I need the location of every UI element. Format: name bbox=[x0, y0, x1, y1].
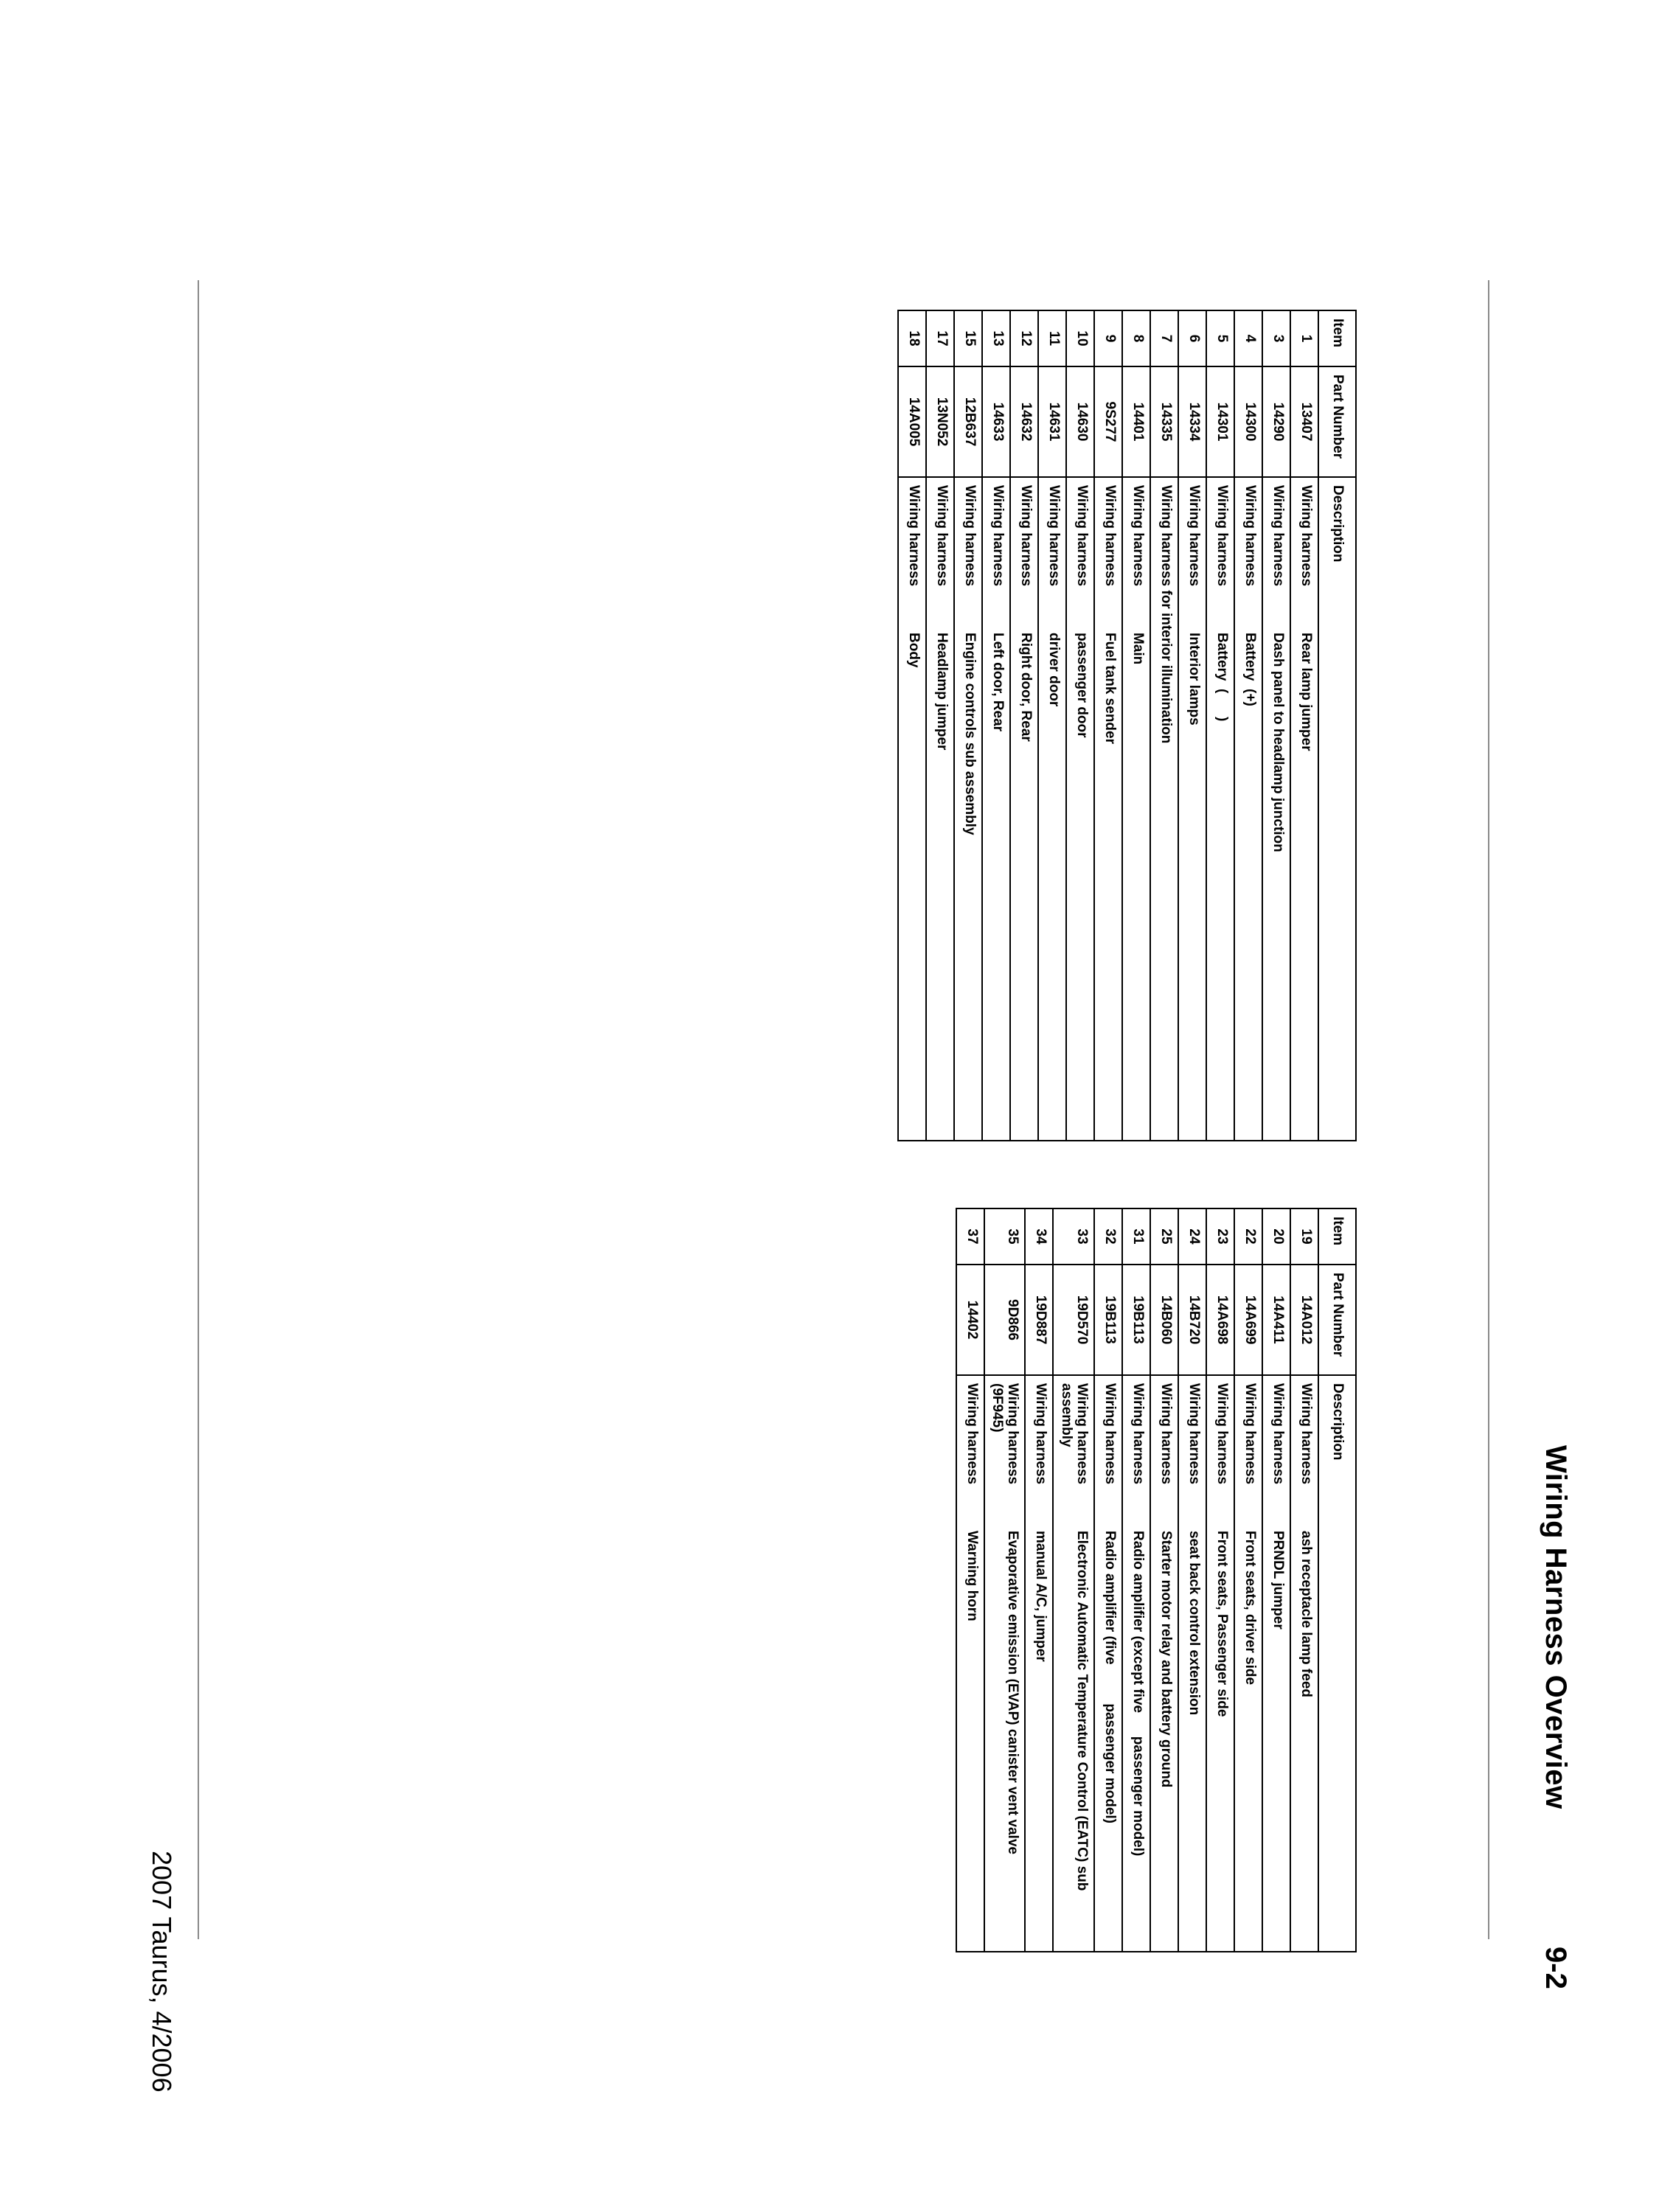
item-cell: 11 bbox=[1038, 310, 1066, 366]
description-type: Wiring harness bbox=[906, 485, 922, 587]
description-cell bbox=[956, 1375, 984, 1952]
table-row bbox=[1262, 310, 1290, 1141]
table-row bbox=[1122, 1208, 1150, 1952]
table-row bbox=[926, 310, 954, 1141]
description-continuation: (9F945) bbox=[990, 1383, 1006, 1433]
part-number-cell: 9D866 bbox=[984, 1265, 1026, 1375]
part-number-cell: 14401 bbox=[1122, 366, 1150, 477]
item-cell: 35 bbox=[984, 1208, 1026, 1265]
part-number-cell: 14A698 bbox=[1206, 1265, 1234, 1375]
description-type: Wiring harness bbox=[934, 485, 950, 587]
part-number-cell: 13N052 bbox=[926, 366, 954, 477]
table-row bbox=[1290, 1208, 1318, 1952]
column-header-part-number: Part Number bbox=[1318, 366, 1356, 477]
description-cell bbox=[1178, 1375, 1206, 1952]
description-type: Wiring harness bbox=[1270, 1383, 1287, 1485]
part-number-cell: 14300 bbox=[1234, 366, 1262, 477]
table-header-row bbox=[1318, 1208, 1356, 1952]
description-type: Wiring harness bbox=[1074, 1383, 1091, 1485]
column-header-item: Item bbox=[1318, 310, 1356, 366]
table-row bbox=[1178, 310, 1206, 1141]
part-number-cell: 14B720 bbox=[1178, 1265, 1206, 1375]
table-row bbox=[1206, 310, 1234, 1141]
description-detail: Radio amplifier (except five passenger model) bbox=[1130, 1531, 1147, 1857]
description-detail: Front seats, driver side bbox=[1242, 1531, 1259, 1686]
description-detail: Headlamp jumper bbox=[934, 633, 950, 751]
description-type: Wiring harness bbox=[1033, 1383, 1049, 1485]
page-title: Wiring Harness Overview bbox=[1540, 1445, 1572, 1809]
description-type: Wiring harness bbox=[1018, 485, 1034, 587]
table-row bbox=[956, 1208, 984, 1952]
description-detail: passenger door bbox=[1074, 633, 1091, 738]
description-cell bbox=[1234, 1375, 1262, 1952]
description-detail: Body bbox=[906, 633, 922, 668]
description-cell bbox=[1290, 1375, 1318, 1952]
description-detail: Engine controls sub assembly bbox=[962, 633, 978, 835]
item-cell: 20 bbox=[1262, 1208, 1290, 1265]
table-row bbox=[1094, 1208, 1122, 1952]
description-type: Wiring harness bbox=[1005, 1383, 1021, 1485]
table-row bbox=[1150, 310, 1178, 1141]
footer-text: 2007 Taurus, 4/2006 bbox=[147, 1851, 177, 2093]
table-row bbox=[1010, 310, 1038, 1141]
part-number-cell: 14A005 bbox=[898, 366, 926, 477]
item-cell: 22 bbox=[1234, 1208, 1262, 1265]
parts-table-right bbox=[956, 1208, 1357, 1952]
item-cell: 37 bbox=[956, 1208, 984, 1265]
description-cell bbox=[1234, 477, 1262, 1141]
table-row bbox=[1053, 1208, 1094, 1952]
description-detail: Right door, Rear bbox=[1018, 633, 1034, 742]
item-cell: 4 bbox=[1234, 310, 1262, 366]
description-detail: Radio amplifier (five passenger model) bbox=[1102, 1531, 1119, 1823]
item-cell: 31 bbox=[1122, 1208, 1150, 1265]
description-cell bbox=[1290, 477, 1318, 1141]
description-type: Wiring harness bbox=[1242, 1383, 1259, 1485]
table-row bbox=[1234, 310, 1262, 1141]
footer-rule bbox=[198, 280, 199, 1939]
description-type: Wiring harness bbox=[1102, 485, 1119, 587]
description-type: Wiring harness bbox=[990, 485, 1006, 587]
column-header-item: Item bbox=[1318, 1208, 1356, 1265]
item-cell: 8 bbox=[1122, 310, 1150, 366]
item-cell: 10 bbox=[1066, 310, 1094, 366]
item-cell: 6 bbox=[1178, 310, 1206, 366]
description-cell bbox=[954, 477, 982, 1141]
description-type: Wiring harness bbox=[1102, 1383, 1119, 1485]
description-detail: manual A/C, jumper bbox=[1033, 1531, 1049, 1662]
item-cell: 19 bbox=[1290, 1208, 1318, 1265]
item-cell: 7 bbox=[1150, 310, 1178, 366]
description-detail: Battery ( ) bbox=[1214, 633, 1231, 722]
parts-table-left bbox=[897, 310, 1357, 1141]
item-cell: 25 bbox=[1150, 1208, 1178, 1265]
part-number-cell: 14290 bbox=[1262, 366, 1290, 477]
part-number-cell: 14A012 bbox=[1290, 1265, 1318, 1375]
description-cell bbox=[1262, 1375, 1290, 1952]
part-number-cell: 14A699 bbox=[1234, 1265, 1262, 1375]
part-number-cell: 14631 bbox=[1038, 366, 1066, 477]
part-number-cell: 14630 bbox=[1066, 366, 1094, 477]
table-row bbox=[1262, 1208, 1290, 1952]
description-detail: Starter motor relay and battery ground bbox=[1158, 1531, 1175, 1788]
part-number-cell: 9S277 bbox=[1094, 366, 1122, 477]
table-row bbox=[1122, 310, 1150, 1141]
description-detail: seat back control extension bbox=[1186, 1531, 1203, 1716]
part-number-cell: 14A411 bbox=[1262, 1265, 1290, 1375]
description-cell bbox=[1010, 477, 1038, 1141]
description-detail: PRNDL jumper bbox=[1270, 1531, 1287, 1630]
part-number-cell: 14402 bbox=[956, 1265, 984, 1375]
part-number-cell: 14334 bbox=[1178, 366, 1206, 477]
description-detail: Warning horn bbox=[964, 1531, 980, 1621]
part-number-cell: 12B637 bbox=[954, 366, 982, 477]
description-type: Wiring harness bbox=[1270, 485, 1287, 587]
part-number-cell: 14301 bbox=[1206, 366, 1234, 477]
description-type: Wiring harness bbox=[1130, 1383, 1147, 1485]
part-number-cell: 19B113 bbox=[1122, 1265, 1150, 1375]
table-row bbox=[984, 1208, 1026, 1952]
item-cell: 32 bbox=[1094, 1208, 1122, 1265]
description-cell bbox=[898, 477, 926, 1141]
description-cell bbox=[982, 477, 1010, 1141]
table-row bbox=[954, 310, 982, 1141]
page-number: 9-2 bbox=[1540, 1947, 1572, 1989]
description-detail: Rear lamp jumper bbox=[1298, 633, 1315, 751]
description-type: Wiring harness bbox=[1298, 485, 1315, 587]
description-detail: Dash panel to headlamp junction bbox=[1270, 633, 1287, 852]
description-type: Wiring harness bbox=[1214, 485, 1231, 587]
column-header-part-number: Part Number bbox=[1318, 1265, 1356, 1375]
description-cell bbox=[1094, 1375, 1122, 1952]
description-cell bbox=[1206, 1375, 1234, 1952]
description-detail: Left door, Rear bbox=[990, 633, 1006, 732]
table-row bbox=[982, 310, 1010, 1141]
description-detail: driver door bbox=[1046, 633, 1062, 707]
item-cell: 33 bbox=[1053, 1208, 1094, 1265]
table-row bbox=[1206, 1208, 1234, 1952]
item-cell: 23 bbox=[1206, 1208, 1234, 1265]
description-cell bbox=[1150, 1375, 1178, 1952]
description-cell bbox=[1150, 477, 1178, 1141]
item-cell: 3 bbox=[1262, 310, 1290, 366]
table-row bbox=[1066, 310, 1094, 1141]
description-cell bbox=[1025, 1375, 1053, 1952]
item-cell: 18 bbox=[898, 310, 926, 366]
item-cell: 9 bbox=[1094, 310, 1122, 366]
part-number-cell: 19B113 bbox=[1094, 1265, 1122, 1375]
description-type: Wiring harness bbox=[1242, 485, 1259, 587]
description-cell bbox=[926, 477, 954, 1141]
item-cell: 13 bbox=[982, 310, 1010, 366]
column-header-description: Description bbox=[1318, 1375, 1356, 1952]
description-detail: Main bbox=[1130, 633, 1147, 665]
description-cell bbox=[1066, 477, 1094, 1141]
part-number-cell: 14632 bbox=[1010, 366, 1038, 477]
table-row bbox=[1150, 1208, 1178, 1952]
description-detail: Front seats, Passenger side bbox=[1214, 1531, 1231, 1717]
header-rule bbox=[1488, 280, 1489, 1939]
part-number-cell: 14B060 bbox=[1150, 1265, 1178, 1375]
description-cell bbox=[1094, 477, 1122, 1141]
description-cell bbox=[1178, 477, 1206, 1141]
description-type: Wiring harness bbox=[962, 485, 978, 587]
description-type: Wiring harness for interior illumination bbox=[1158, 485, 1175, 744]
part-number-cell: 13407 bbox=[1290, 366, 1318, 477]
description-type: Wiring harness bbox=[1186, 1383, 1203, 1485]
item-cell: 1 bbox=[1290, 310, 1318, 366]
column-header-description: Description bbox=[1318, 477, 1356, 1141]
description-type: Wiring harness bbox=[1186, 485, 1203, 587]
item-cell: 5 bbox=[1206, 310, 1234, 366]
item-cell: 17 bbox=[926, 310, 954, 366]
description-type: Wiring harness bbox=[1130, 485, 1147, 587]
table-header-row bbox=[1318, 310, 1356, 1141]
table-row bbox=[1290, 310, 1318, 1141]
description-type: Wiring harness bbox=[1046, 485, 1062, 587]
description-type: Wiring harness bbox=[1158, 1383, 1175, 1485]
table-row bbox=[1178, 1208, 1206, 1952]
description-continuation: assembly bbox=[1059, 1383, 1075, 1447]
description-cell bbox=[1038, 477, 1066, 1141]
description-type: Wiring harness bbox=[1298, 1383, 1315, 1485]
part-number-cell: 14335 bbox=[1150, 366, 1178, 477]
item-cell: 15 bbox=[954, 310, 982, 366]
description-cell bbox=[1122, 477, 1150, 1141]
description-cell bbox=[1122, 1375, 1150, 1952]
table-row bbox=[1025, 1208, 1053, 1952]
description-cell bbox=[984, 1375, 1026, 1952]
description-type: Wiring harness bbox=[1074, 485, 1091, 587]
description-detail: Fuel tank sender bbox=[1102, 633, 1119, 744]
description-cell bbox=[1053, 1375, 1094, 1952]
description-type: Wiring harness bbox=[964, 1383, 980, 1485]
item-cell: 12 bbox=[1010, 310, 1038, 366]
description-detail: Evaporative emission (EVAP) canister vent valve bbox=[1005, 1531, 1021, 1854]
item-cell: 34 bbox=[1025, 1208, 1053, 1265]
item-cell: 24 bbox=[1178, 1208, 1206, 1265]
part-number-cell: 19D887 bbox=[1025, 1265, 1053, 1375]
description-cell bbox=[1262, 477, 1290, 1141]
description-cell bbox=[1206, 477, 1234, 1141]
part-number-cell: 14633 bbox=[982, 366, 1010, 477]
description-type: Wiring harness bbox=[1214, 1383, 1231, 1485]
table-row bbox=[1038, 310, 1066, 1141]
table-row bbox=[1234, 1208, 1262, 1952]
description-detail: ash receptacle lamp feed bbox=[1298, 1531, 1315, 1697]
description-detail: Electronic Automatic Temperature Control (EATC) sub bbox=[1074, 1531, 1091, 1891]
table-row bbox=[898, 310, 926, 1141]
part-number-cell: 19D570 bbox=[1053, 1265, 1094, 1375]
description-detail: Interior lamps bbox=[1186, 633, 1203, 726]
description-detail: Battery (+) bbox=[1242, 633, 1259, 706]
table-row bbox=[1094, 310, 1122, 1141]
